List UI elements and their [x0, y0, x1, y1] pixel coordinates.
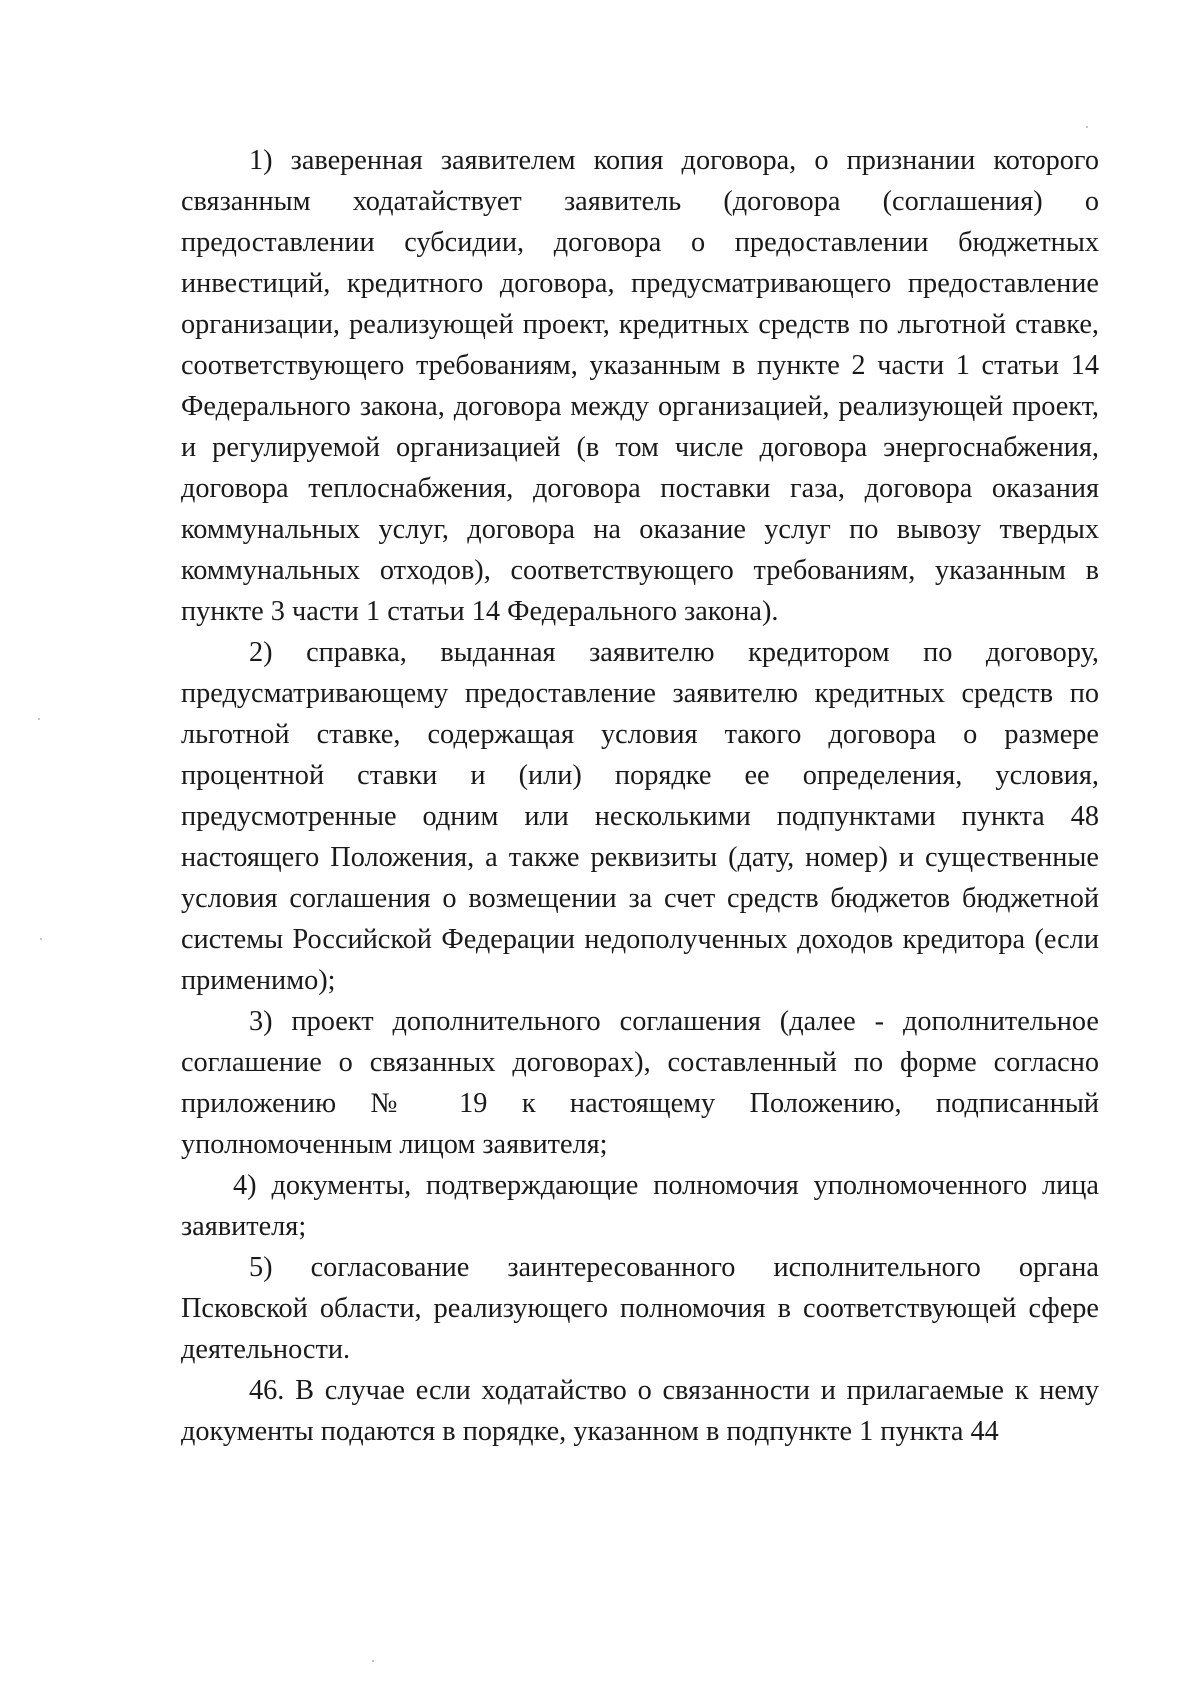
- document-body: [181, 140, 1099, 1452]
- scan-speck: [372, 1660, 374, 1662]
- paragraph-item-4: 4) документы, подтверждающие полномочия уполномоченного лица заявителя;: [181, 1170, 1099, 1242]
- paragraph-item-2: 2) справка, выданная заявителю кредитором по договору, предусматривающему предоставление заявителю кредитных средств по льготной ставке, содержащая условия такого договора о размере процентной ставки и (или) порядке ее определения, условия, предусмотренные одним или несколькими подпунктами пункта 48 настоящего Положения, а также реквизиты (дату, номер) и существенные условия соглашения о возмещении за счет средств бюджетов бюджетной системы Российской Федерации недополученных доходов кредитора (если применимо);: [181, 637, 1099, 996]
- paragraph-item-1: 1) заверенная заявителем копия договора, о признании которого связанным ходатайствует заявитель (договора (соглашения) о предоставлении субсидии, договора о предоставлении бюджетных инвестиций, кредитного договора, предусматривающего предоставление организации, реализующей проект, кредитных средств по льготной ставке, соответствующего требованиям, указанным в пункте 2 части 1 статьи 14 Федерального закона, договора между организацией, реализующей проект, и регулируемой организацией (в том числе договора энергоснабжения, договора теплоснабжения, договора поставки газа, договора оказания коммунальных услуг, договора на оказание услуг по вывозу твердых коммунальных отходов), соответствующего требованиям, указанным в пункте 3 части 1 статьи 14 Федерального закона).: [181, 145, 1099, 627]
- paragraph-section-46: 46. В случае если ходатайство о связанности и прилагаемые к нему документы подаются в порядке, указанном в подпункте 1 пункта 44: [181, 1375, 1099, 1447]
- scan-speck: [38, 718, 40, 720]
- paragraph-item-3: 3) проект дополнительного соглашения (далее - дополнительное соглашение о связанных договорах), составленный по форме согласно приложению № 19 к настоящему Положению, подписанный уполномоченным лицом заявителя;: [181, 1006, 1099, 1160]
- scan-speck: [40, 938, 42, 940]
- scan-speck: [1086, 126, 1088, 128]
- paragraph-item-5: 5) согласование заинтересованного исполнительного органа Псковской области, реализующего полномочия в соответствующей сфере деятельности.: [181, 1252, 1099, 1365]
